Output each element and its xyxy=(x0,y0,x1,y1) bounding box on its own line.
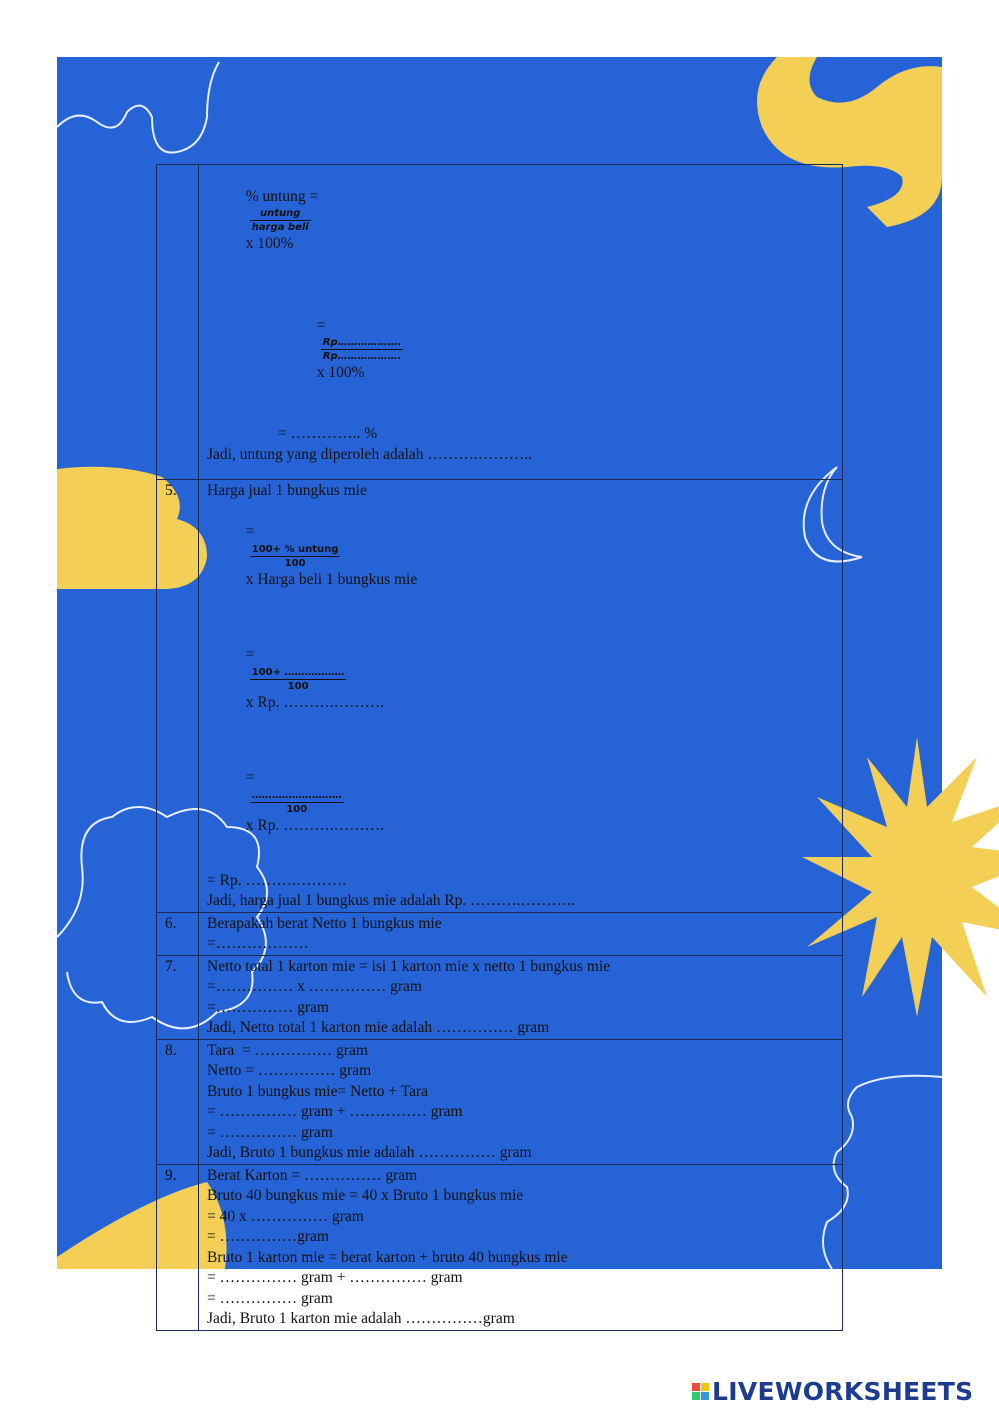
fraction xyxy=(250,207,311,234)
equals-sign: = xyxy=(245,523,255,540)
answer-blank[interactable]: x Rp. ……….………. xyxy=(245,693,384,711)
answer-blank-line[interactable]: =…………… gram xyxy=(207,998,329,1016)
fraction xyxy=(250,666,347,693)
conclusion-line[interactable]: Jadi, harga jual 1 bungkus mie adalah Rp. ……….……….. xyxy=(207,892,575,909)
equals-sign: = xyxy=(245,646,255,663)
fraction-numerator[interactable]: Rp………………. xyxy=(322,337,402,348)
answer-blank-line[interactable]: = ……………gram xyxy=(207,1228,329,1245)
answer-blank-line[interactable]: Tara = …………… gram xyxy=(207,1041,368,1059)
row-number: 5. xyxy=(157,480,199,913)
fraction xyxy=(250,789,344,816)
answer-blank-line[interactable]: = …………… gram xyxy=(207,1123,333,1141)
answer-blank-line[interactable]: Berat Karton = …………… gram xyxy=(207,1166,418,1184)
formula-multiplier: x Harga beli 1 bungkus mie xyxy=(245,570,418,588)
answer-blank-line[interactable]: =……………… xyxy=(207,935,309,952)
fraction-numerator: untung xyxy=(250,207,311,221)
fraction-denominator: 100 xyxy=(287,680,309,692)
answer-blank-line[interactable]: = ………….. % xyxy=(278,425,378,442)
row-number: 6. xyxy=(157,912,199,955)
formula-line xyxy=(207,748,842,857)
liveworksheets-logo-icon xyxy=(692,1383,709,1400)
question-text: Bruto 1 karton mie = berat karton + bruto 40 bungkus mie xyxy=(207,1248,568,1266)
question-text: Netto total 1 karton mie = isi 1 karton mie x netto 1 bungkus mie xyxy=(207,957,611,975)
row-content xyxy=(199,480,843,913)
row-number: 9. xyxy=(157,1164,199,1330)
fraction xyxy=(250,543,341,570)
formula-line xyxy=(207,502,842,611)
conclusion-line[interactable]: Jadi, Netto total 1 karton mie adalah …………… gram xyxy=(207,1019,550,1036)
worksheet-page xyxy=(57,57,942,1327)
row-number: 7. xyxy=(157,955,199,1039)
fraction-denominator[interactable]: Rp………………. xyxy=(322,351,402,362)
equals-sign: = xyxy=(316,316,326,334)
liveworksheets-logo[interactable] xyxy=(692,1377,973,1406)
row-number: 8. xyxy=(157,1039,199,1164)
formula-line xyxy=(207,166,842,275)
fraction-numerator[interactable]: 100+ ……………… xyxy=(251,666,345,678)
formula-multiplier: x 100% xyxy=(245,235,294,252)
table-row xyxy=(157,165,843,480)
row-content xyxy=(199,1039,843,1164)
formula-line xyxy=(207,625,842,734)
white-cloud-outline-top xyxy=(57,62,219,153)
fraction xyxy=(321,336,404,363)
answer-blank-line[interactable]: =…………… x …………… gram xyxy=(207,978,422,995)
answer-blank-line[interactable]: = 40 x …………… gram xyxy=(207,1207,364,1225)
formula-line xyxy=(207,295,842,404)
fraction-numerator[interactable]: ……………………… xyxy=(251,789,342,801)
row-content xyxy=(199,912,843,955)
equals-sign: = xyxy=(245,769,255,786)
answer-blank-line[interactable]: = …………… gram + …………… gram xyxy=(207,1269,463,1286)
table-row xyxy=(157,1039,843,1164)
question-text: Bruto 40 bungkus mie = 40 x Bruto 1 bungkus mie xyxy=(207,1187,524,1204)
row-number xyxy=(157,165,199,480)
row-content xyxy=(199,1164,843,1330)
formula-multiplier: x 100% xyxy=(316,364,365,381)
row-content xyxy=(199,165,843,480)
answer-blank[interactable]: x Rp. ……….………. xyxy=(245,816,384,834)
fraction-denominator: harga beli xyxy=(251,222,309,233)
table-row xyxy=(157,1164,843,1330)
row-content xyxy=(199,955,843,1039)
worksheet-table xyxy=(156,164,843,1331)
formula-label: % untung = xyxy=(245,187,319,205)
table-row xyxy=(157,955,843,1039)
fraction-numerator: 100+ % untung xyxy=(251,543,339,555)
question-text: Harga jual 1 bungkus mie xyxy=(207,482,367,499)
fraction-denominator: 100 xyxy=(284,557,306,569)
question-text: Bruto 1 bungkus mie= Netto + Tara xyxy=(207,1082,429,1100)
table-row xyxy=(157,480,843,913)
fraction-denominator: 100 xyxy=(286,803,308,815)
conclusion-line[interactable]: Jadi, Bruto 1 bungkus mie adalah …………… gram xyxy=(207,1144,532,1161)
question-text: Berapakah berat Netto 1 bungkus mie xyxy=(207,914,442,932)
logo-text: LIVEWORKSHEETS xyxy=(712,1377,974,1406)
answer-blank-line[interactable]: = …………… gram + …………… gram xyxy=(207,1103,463,1120)
conclusion-line[interactable]: Jadi, untung yang diperoleh adalah ……….……….. xyxy=(207,445,533,463)
answer-blank-line[interactable]: Netto = …………… gram xyxy=(207,1062,372,1079)
answer-blank-line[interactable]: = Rp. ……….………. xyxy=(207,871,347,889)
table-row xyxy=(157,912,843,955)
answer-blank-line[interactable]: = …………… gram xyxy=(207,1289,333,1307)
conclusion-line[interactable]: Jadi, Bruto 1 karton mie adalah ……………gram xyxy=(207,1310,515,1327)
